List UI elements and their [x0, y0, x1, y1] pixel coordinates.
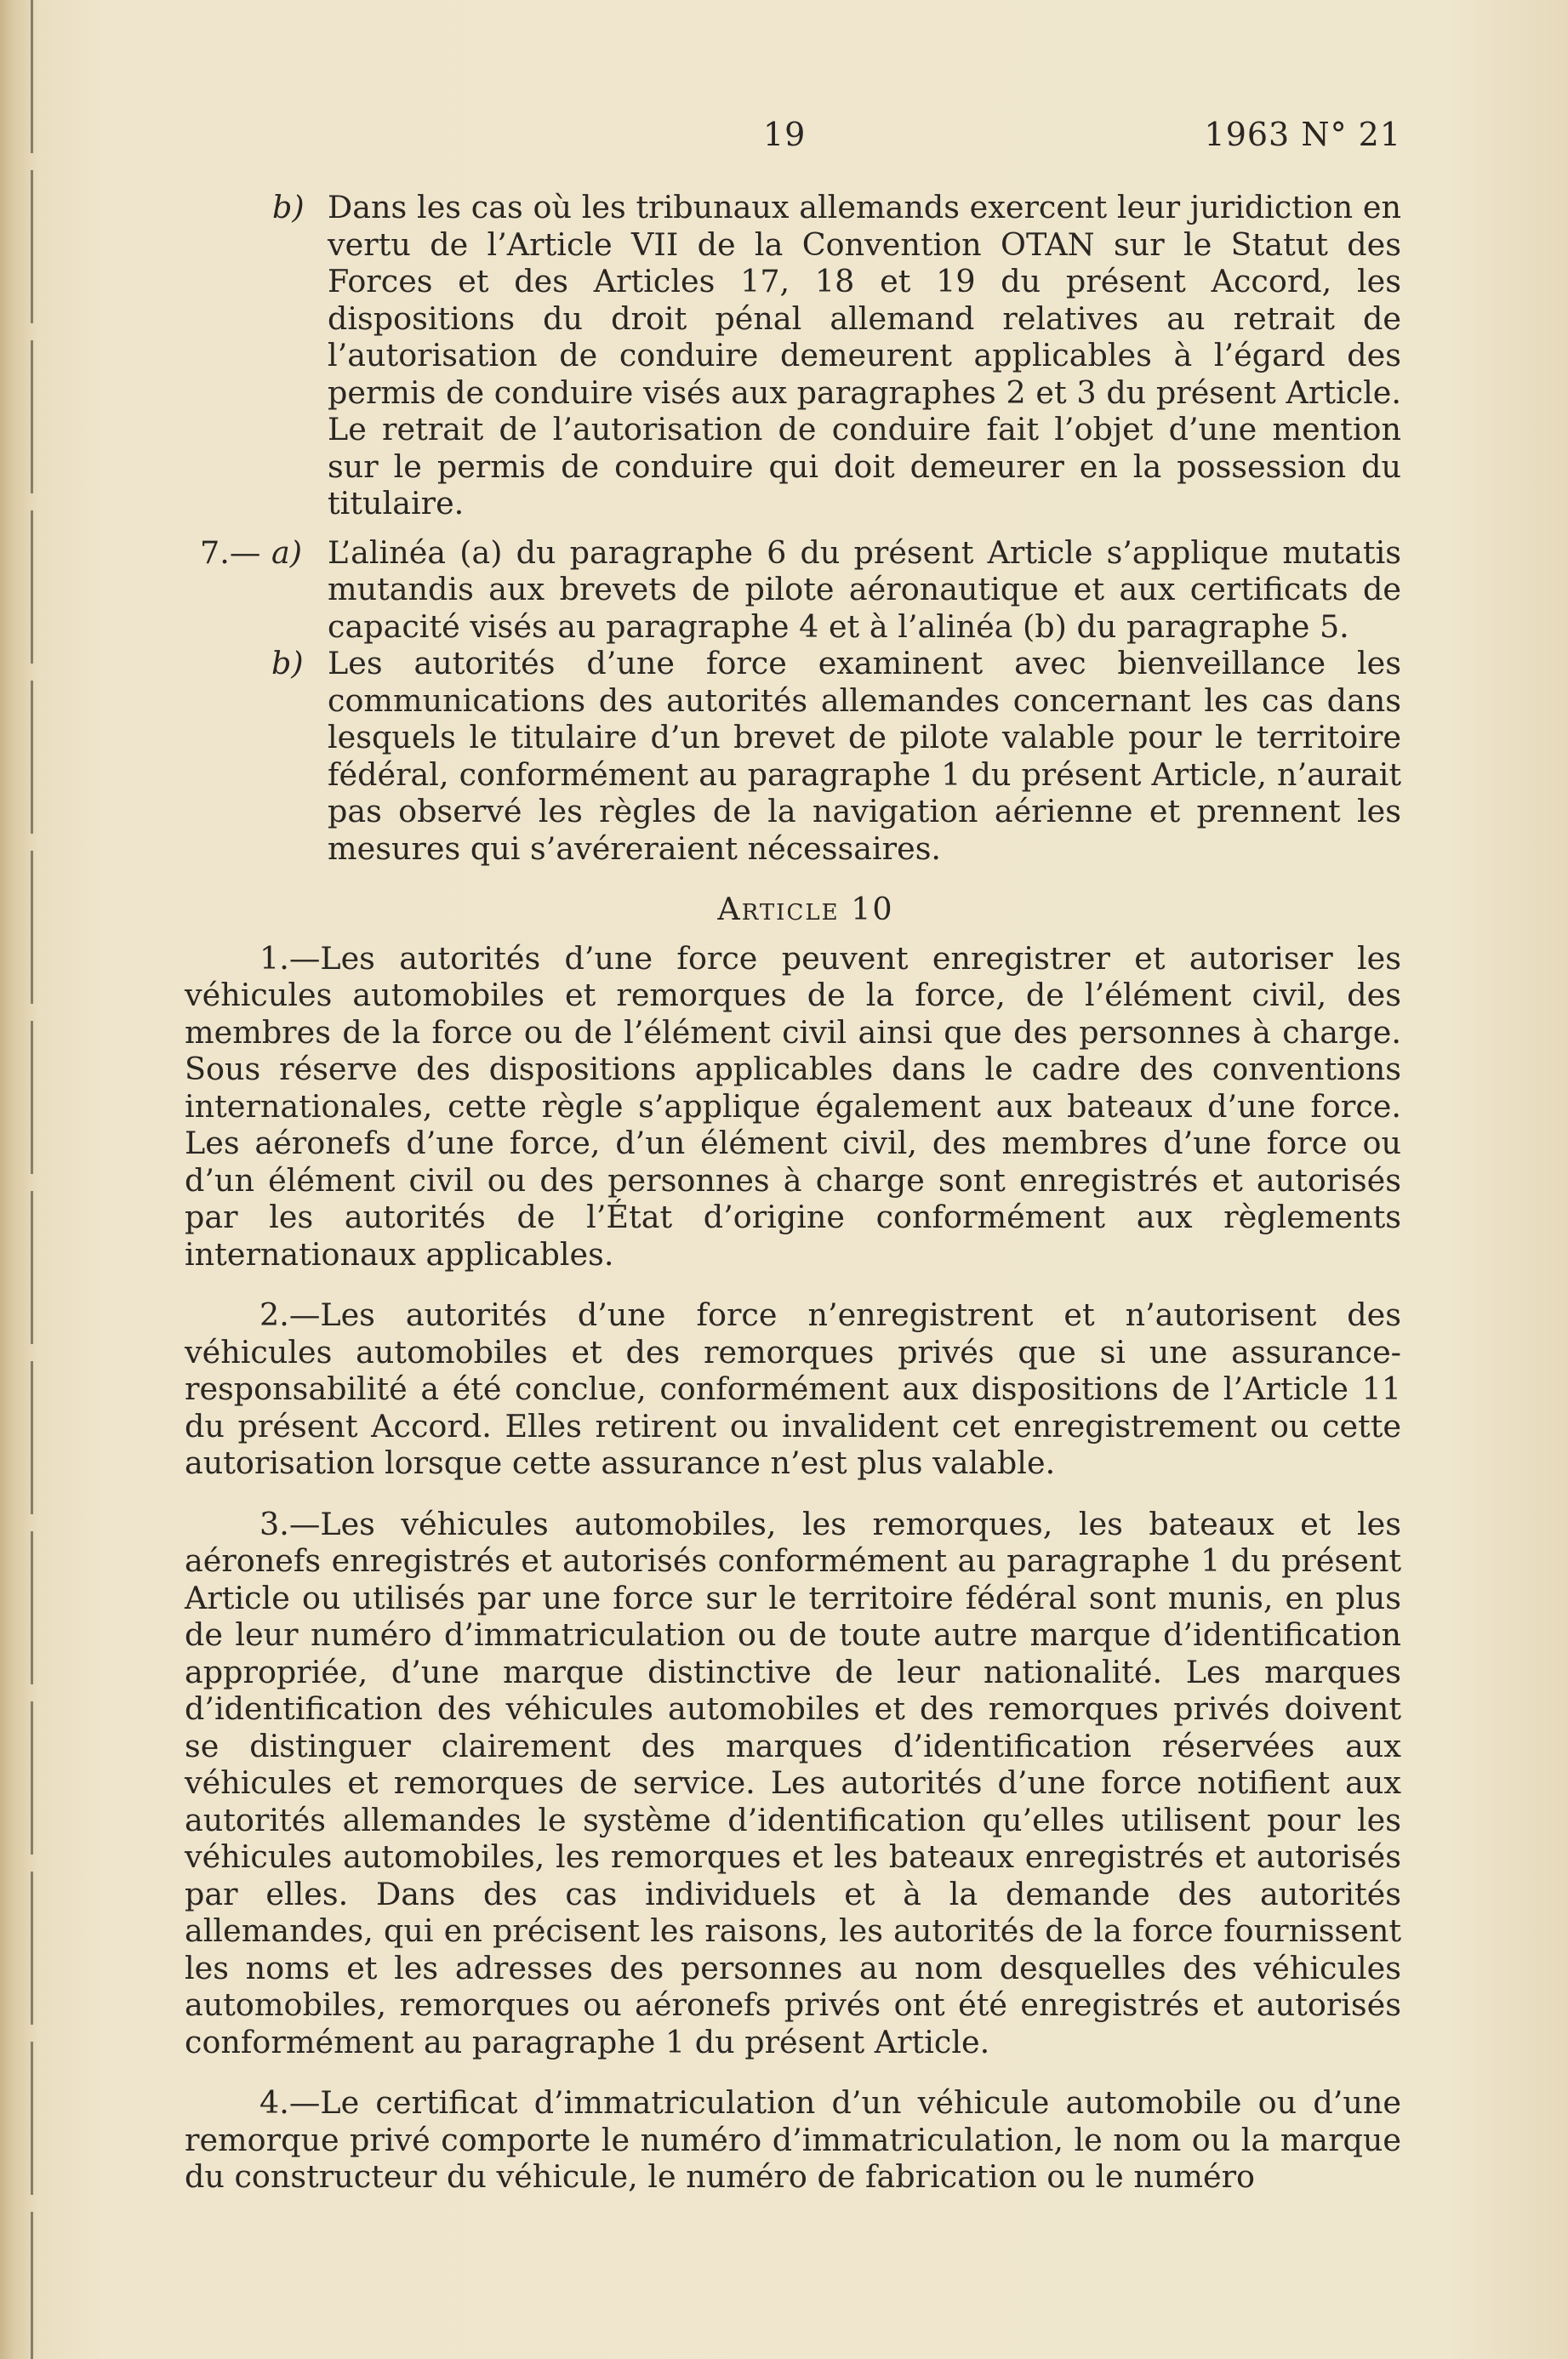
document-body [185, 189, 1401, 2196]
subparagraph-7b [185, 645, 1401, 867]
spacer [185, 2060, 1401, 2084]
paragraph-number: 7.— [200, 533, 261, 571]
subparagraph-label: a) [271, 533, 303, 571]
issue-label: 1963 N° 21 [1204, 116, 1401, 153]
article-heading: Article 10 [717, 891, 894, 927]
subparagraph-text: Dans les cas où les tribunaux allemands exercent leur juridiction en vertu de l’Article VII de la Convention OTAN sur le Statut des Forces et des Articles 17, 18 et 19 du présent Accord, les dispositions du droit pénal allemand relatives au retrait de l’autorisation de conduire demeurent applicables à l’égard des permis de conduire visés aux paragraphes 2 et 3 du présent Article. Le retrait de l’autorisation de conduire fait l’objet d’une mention sur le permis de conduire qui doit demeurer en la possession du titulaire. [328, 189, 1401, 521]
spacer [185, 1273, 1401, 1296]
subparagraph-text: L’alinéa (a) du paragraphe 6 du présent Article s’applique mutatis mutandis aux brevets de pilote aéronautique et aux certificats de capacité visés au paragraphe 4 et à l’alinéa (b) du paragraphe 5. [328, 533, 1401, 645]
subparagraph-6b [185, 189, 1401, 522]
subparagraph-label: b) [272, 189, 305, 225]
page-header [185, 116, 1401, 158]
article-paragraph-3: 3.—Les véhicules automobiles, les remorques, les bateaux et les aéronefs enregistrés et autorisés conformément au paragraphe 1 du présent Article ou utilisés par une force sur le territoire fédéral sont munis, en plus de leur numéro d’immatriculation ou de toute autre marque d’identification appropriée, d’une marque distinctive de leur nationalité. Les marques d’identification des véhicules automobiles et des remorques privés doivent se distinguer clairement des marques d’identification réservées aux véhicules et remorques de service. Les autorités d’une force notifient aux autorités allemandes le système d’identification qu’elles utilisent pour les véhicules automobiles, les remorques et les bateaux enregistrés et autorisés par elles. Dans des cas individuels et à la demande des autorités allemandes, qui en précisent les raisons, les autorités de la force fournissent les noms et les adresses des personnes au nom desquelles des véhicules automobiles, remorques ou aéronefs privés ont été enregistrés et autorisés conformément au paragraphe 1 du présent Article. [185, 1505, 1401, 2060]
page-number: 19 [763, 116, 807, 153]
subparagraph-7a [185, 534, 1401, 646]
spacer [185, 522, 1401, 534]
spacer [185, 1482, 1401, 1506]
spacer [185, 867, 1401, 891]
spacer [185, 928, 1401, 940]
article-paragraph-2: 2.—Les autorités d’une force n’enregistrent et n’autorisent des véhicules automobiles et des remorques privés que si une assurance-responsabilité a été conclue, conformément aux dispositions de l’Article 11 du présent Accord. Elles retirent ou invalident cet enregistrement ou cette autorisation lorsque cette assurance n’est plus valable. [185, 1296, 1401, 1481]
article-paragraph-4: 4.—Le certificat d’immatriculation d’un véhicule automobile ou d’une remorque privé comporte le numéro d’immatriculation, le nom ou la marque du constructeur du véhicule, le numéro de fabrication ou le numéro [185, 2084, 1401, 2195]
binding-line [31, 0, 33, 2359]
article-paragraph-1: 1.—Les autorités d’une force peuvent enregistrer et autoriser les véhicules automobiles et remorques de la force, de l’élément civil, des membres de la force ou de l’élément civil ainsi que des personnes à charge. Sous réserve des dispositions applicables dans le cadre des conventions internationales, cette règle s’applique également aux bateaux d’une force. Les aéronefs d’une force, d’un élément civil, des membres d’une force ou d’un élément civil ou des personnes à charge sont enregistrés et autorisés par les autorités de l’État d’origine conformément aux règlements internationaux applicables. [185, 939, 1401, 1273]
subparagraph-text: Les autorités d’une force examinent avec bienveillance les communications des autorités allemandes concernant les cas dans lesquels le titulaire d’un brevet de pilote valable pour le territoire fédéral, conformément au paragraphe 1 du présent Article, n’aurait pas observé les règles de la navigation aérienne et prennent les mesures qui s’avéreraient nécessaires. [328, 645, 1401, 867]
subparagraph-label: b) [271, 645, 304, 681]
